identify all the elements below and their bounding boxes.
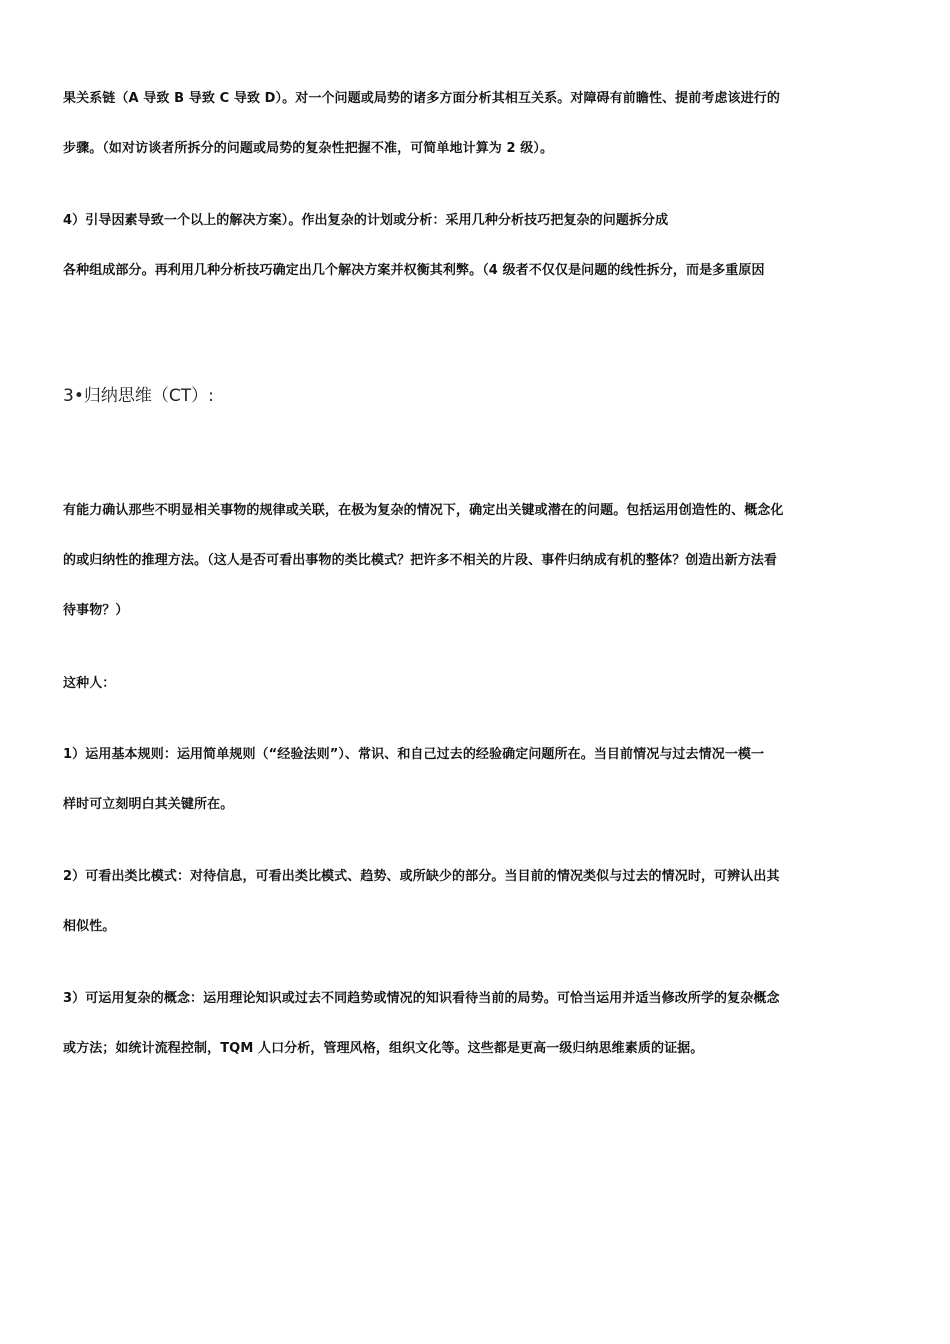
paragraph-line: 步骤。（如对访谈者所拆分的问题或局势的复杂性把握不准，可简单地计算为 2 级）。	[63, 141, 554, 156]
paragraph-line: 果关系链（A 导致 B 导致 C 导致 D）。对一个问题或局势的诸多方面分析其相互关系。对障碍有前瞻性、提前考虑该进行的	[63, 91, 780, 106]
list-item-line: 相似性。	[63, 919, 116, 934]
section-heading: 3•归纳思维（CT）:	[63, 386, 214, 406]
list-item-line: 样时可立刻明白其关键所在。	[63, 797, 234, 812]
paragraph-line: 的或归纳性的推理方法。（这人是否可看出事物的类比模式？把许多不相关的片段、事件归纳成有机的整体？创造出新方法看	[63, 553, 778, 568]
paragraph-line: 待事物？）	[63, 603, 129, 618]
paragraph-line: 这种人：	[63, 676, 116, 691]
list-item-line: 3）可运用复杂的概念：运用理论知识或过去不同趋势或情况的知识看待当前的局势。可恰当运用并适当修改所学的复杂概念	[63, 991, 780, 1006]
list-item-line: 2）可看出类比模式：对待信息，可看出类比模式、趋势、或所缺少的部分。当目前的情况类似与过去的情况时，可辨认出其	[63, 869, 780, 884]
list-item-line: 1）运用基本规则：运用简单规则（“经验法则”）、常识、和自己过去的经验确定问题所在。当目前情况与过去情况一模一	[63, 747, 765, 762]
paragraph-line: 4）引导因素导致一个以上的解决方案）。作出复杂的计划或分析：采用几种分析技巧把复杂的问题拆分成	[63, 213, 669, 228]
list-item-line: 或方法；如统计流程控制，TQM 人口分析，管理风格，组织文化等。这些都是更高一级归纳思维素质的证据。	[63, 1041, 704, 1056]
paragraph-line: 各种组成部分。再利用几种分析技巧确定出几个解决方案并权衡其利弊。（4 级者不仅仅是问题的线性拆分，而是多重原因	[63, 263, 765, 278]
paragraph-line: 有能力确认那些不明显相关事物的规律或关联，在极为复杂的情况下，确定出关键或潜在的问题。包括运用创造性的、概念化	[63, 503, 784, 518]
